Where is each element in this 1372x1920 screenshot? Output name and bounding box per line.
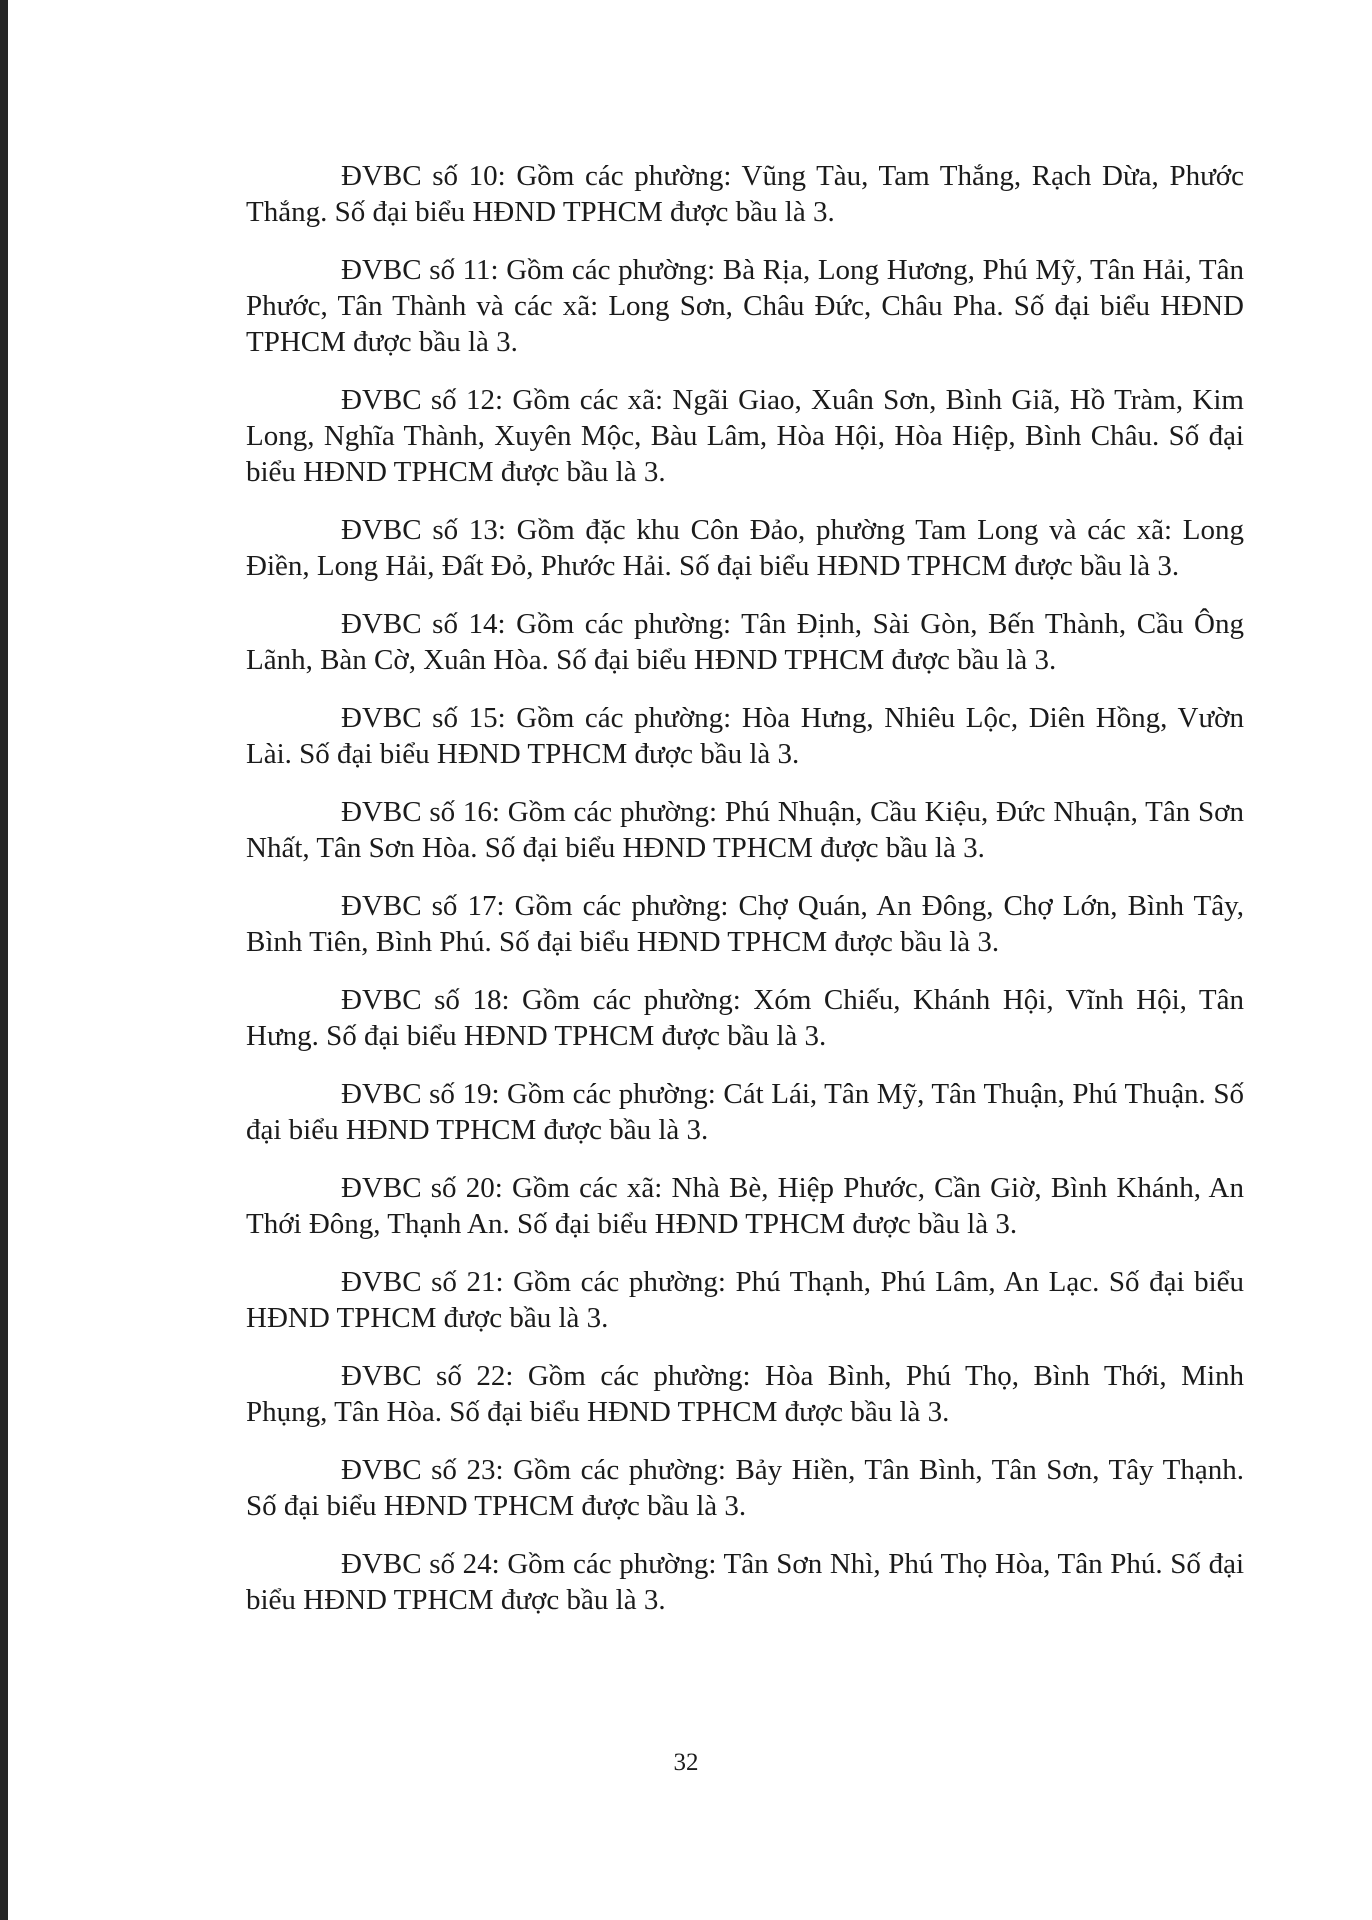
paragraph-dvbc-18: ĐVBC số 18: Gồm các phường: Xóm Chiếu, Khánh Hội, Vĩnh Hội, Tân Hưng. Số đại biểu HĐND TPHCM được bầu là 3. bbox=[246, 984, 1244, 1052]
paragraph-dvbc-20: ĐVBC số 20: Gồm các xã: Nhà Bè, Hiệp Phước, Cần Giờ, Bình Khánh, An Thới Đông, Thạnh An. Số đại biểu HĐND TPHCM được bầu là 3. bbox=[246, 1172, 1244, 1240]
paragraph-dvbc-12: ĐVBC số 12: Gồm các xã: Ngãi Giao, Xuân Sơn, Bình Giã, Hồ Tràm, Kim Long, Nghĩa Thành, Xuyên Mộc, Bàu Lâm, Hòa Hội, Hòa Hiệp, Bình Châu. Số đại biểu HĐND TPHCM được bầu là 3. bbox=[246, 384, 1244, 488]
paragraph-dvbc-14: ĐVBC số 14: Gồm các phường: Tân Định, Sài Gòn, Bến Thành, Cầu Ông Lãnh, Bàn Cờ, Xuân Hòa. Số đại biểu HĐND TPHCM được bầu là 3. bbox=[246, 608, 1244, 676]
paragraph-dvbc-21: ĐVBC số 21: Gồm các phường: Phú Thạnh, Phú Lâm, An Lạc. Số đại biểu HĐND TPHCM được bầu là 3. bbox=[246, 1266, 1244, 1334]
paragraph-dvbc-19: ĐVBC số 19: Gồm các phường: Cát Lái, Tân Mỹ, Tân Thuận, Phú Thuận. Số đại biểu HĐND TPHCM được bầu là 3. bbox=[246, 1078, 1244, 1146]
paragraph-dvbc-15: ĐVBC số 15: Gồm các phường: Hòa Hưng, Nhiêu Lộc, Diên Hồng, Vườn Lài. Số đại biểu HĐND TPHCM được bầu là 3. bbox=[246, 702, 1244, 770]
paragraph-dvbc-13: ĐVBC số 13: Gồm đặc khu Côn Đảo, phường Tam Long và các xã: Long Điền, Long Hải, Đất Đỏ, Phước Hải. Số đại biểu HĐND TPHCM được bầu là 3. bbox=[246, 514, 1244, 582]
paragraph-dvbc-10: ĐVBC số 10: Gồm các phường: Vũng Tàu, Tam Thắng, Rạch Dừa, Phước Thắng. Số đại biểu HĐND TPHCM được bầu là 3. bbox=[246, 160, 1244, 228]
page-number: 32 bbox=[673, 1749, 699, 1776]
paragraph-dvbc-22: ĐVBC số 22: Gồm các phường: Hòa Bình, Phú Thọ, Bình Thới, Minh Phụng, Tân Hòa. Số đại biểu HĐND TPHCM được bầu là 3. bbox=[246, 1360, 1244, 1428]
paragraph-dvbc-16: ĐVBC số 16: Gồm các phường: Phú Nhuận, Cầu Kiệu, Đức Nhuận, Tân Sơn Nhất, Tân Sơn Hòa. Số đại biểu HĐND TPHCM được bầu là 3. bbox=[246, 796, 1244, 864]
paragraph-dvbc-11: ĐVBC số 11: Gồm các phường: Bà Rịa, Long Hương, Phú Mỹ, Tân Hải, Tân Phước, Tân Thành và các xã: Long Sơn, Châu Đức, Châu Pha. Số đại biểu HĐND TPHCM được bầu là 3. bbox=[246, 254, 1244, 358]
paragraph-dvbc-17: ĐVBC số 17: Gồm các phường: Chợ Quán, An Đông, Chợ Lớn, Bình Tây, Bình Tiên, Bình Phú. Số đại biểu HĐND TPHCM được bầu là 3. bbox=[246, 890, 1244, 958]
paragraph-dvbc-24: ĐVBC số 24: Gồm các phường: Tân Sơn Nhì, Phú Thọ Hòa, Tân Phú. Số đại biểu HĐND TPHCM được bầu là 3. bbox=[246, 1548, 1244, 1616]
paragraph-dvbc-23: ĐVBC số 23: Gồm các phường: Bảy Hiền, Tân Bình, Tân Sơn, Tây Thạnh. Số đại biểu HĐND TPHCM được bầu là 3. bbox=[246, 1454, 1244, 1522]
document-body bbox=[246, 158, 1244, 1640]
